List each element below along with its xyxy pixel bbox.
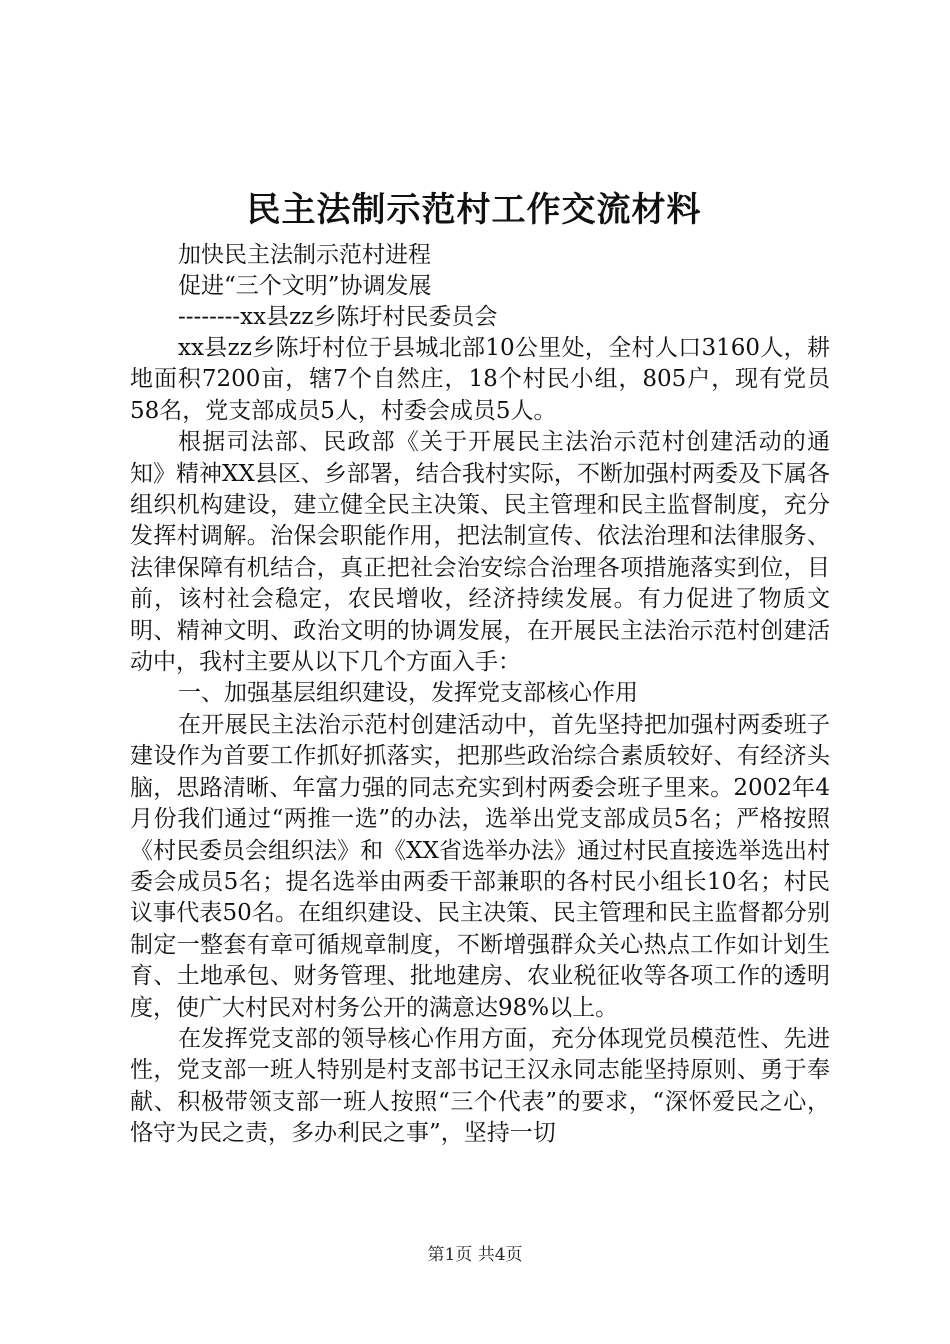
page-footer: 第1页 共4页 [427,1245,523,1265]
subtitle-1: 加快民主法制示范村进程 [178,242,431,268]
byline: --------xx县zz乡陈圩村民委员会 [178,304,498,330]
document-page [130,180,830,1150]
paragraph-intro: xx县zz乡陈圩村位于县城北部10公里处，全村人口3160人，耕地面积7200亩，辖7个自然庄，18个村民小组，805户，现有党员58名，党支部成员5人，村委会成员5人。 [130,335,830,424]
section-heading-1: 一、加强基层组织建设，发挥党支部核心作用 [178,680,638,707]
subtitle-2: 促进“三个文明”协调发展 [178,273,432,299]
paragraph-party-leadership: 在发挥党支部的领导核心作用方面，充分体现党员模范性、先进性，党支部一班人特别是村支部书记王汉永同志能坚持原则、勇于奉献、积极带领支部一班人按照“三个代表”的要求，“深怀爱民之心，恪守为民之责，多办利民之事”，坚持一切 [130,1025,830,1147]
paragraph-organization: 在开展民主法治示范村创建活动中，首先坚持把加强村两委班子建设作为首要工作抓好抓落实，把那些政治综合素质较好、有经济头脑，思路清晰、年富力强的同志充实到村两委会班子里来。2002年4月份我们通过“两推一选”的办法，选举出党支部成员5名；严格按照《村民委员会组织法》和《XX省选举办法》通过村民直接选举选出村委会成员5名；提名选举由两委干部兼职的各村民小组长10名；村民议事代表50名。在组织建设、民主决策、民主管理和民主监督都分别制定一整套有章可循规章制度，不断增强群众关心热点工作如计划生育、土地承包、财务管理、批地建房、农业税征收等各项工作的透明度，使广大村民对村务公开的满意达98%以上。 [130,711,830,1021]
document-title: 民主法制示范村工作交流材料 [246,190,702,230]
paragraph-background: 根据司法部、民政部《关于开展民主法治示范村创建活动的通知》精神XX县区、乡部署，结合我村实际，不断加强村两委及下属各组织机构建设，建立健全民主决策、民主管理和民主监督制度，充分发挥村调解。治保会职能作用，把法制宣传、依法治理和法律服务、法律保障有机结合，真正把社会治安综合治理各项措施落实到位，目前，该村社会稳定，农民增收，经济持续发展。有力促进了物质文明、精神文明、政治文明的协调发展，在开展民主法治示范村创建活动中，我村主要从以下几个方面入手： [130,429,830,676]
